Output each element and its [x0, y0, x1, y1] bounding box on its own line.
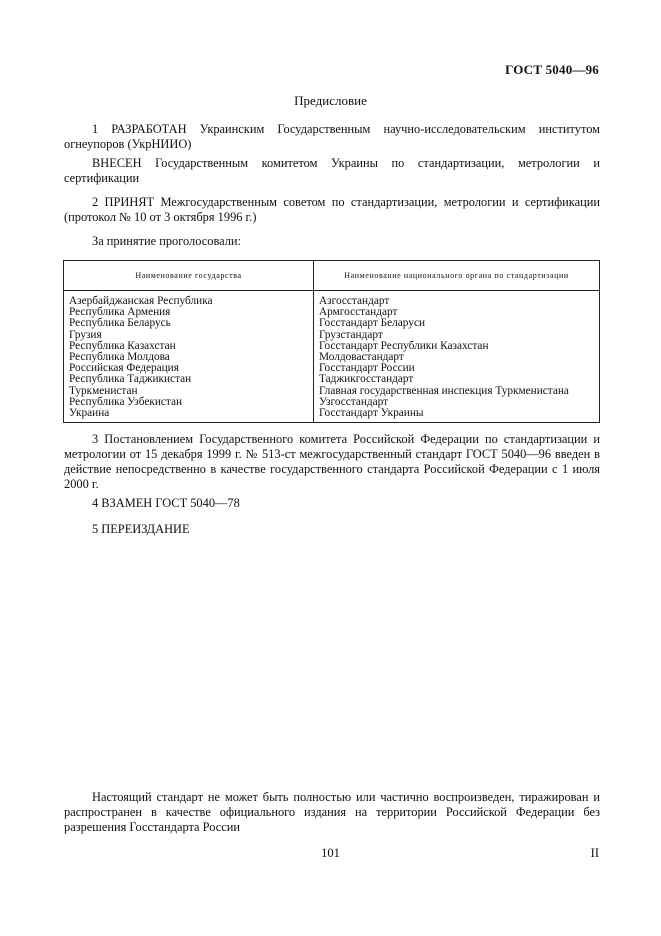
paragraph-developed: [64, 122, 600, 152]
table-header-body: Наименование национального органа по стандартизации: [314, 261, 600, 291]
table-cell-body: Азгосстандарт: [314, 291, 600, 308]
table-cell-state: Республика Армения: [64, 307, 314, 318]
table-cell-body: Армгосстандарт: [314, 307, 600, 318]
table-cell-state: Украина: [64, 408, 314, 423]
table-cell-body: Грузстандарт: [314, 330, 600, 341]
table-cell-state: Грузия: [64, 330, 314, 341]
paragraph-introduced-text: ВНЕСЕН Государственным комитетом Украины по стандартизации, метрологии и сертификации: [64, 156, 600, 185]
paragraph-voted-text: За принятие проголосовали:: [92, 234, 241, 248]
copyright-note-text: Настоящий стандарт не может быть полностью или частично воспроизведен, тиражирован и распространен в качестве официального издания на территории Российской Федерации без разрешения Госстандарта России: [64, 790, 600, 834]
table-row: [64, 408, 600, 423]
table-cell-body: Главная государственная инспекция Туркменистана: [314, 386, 600, 397]
paragraph-developed-text: 1 РАЗРАБОТАН Украинским Государственным научно-исследовательским институтом огнеупоров (УкрНИИО): [64, 122, 600, 151]
table-cell-state: Республика Беларусь: [64, 318, 314, 329]
table-row: [64, 291, 600, 308]
paragraph-voted: [64, 234, 600, 249]
table-header-state: Наименование государства: [64, 261, 314, 291]
paragraph-resolution-text: 3 Постановлением Государственного комитета Российской Федерации по стандартизации и метрологии от 15 декабря 1999 г. № 513-ст межгосударственный стандарт ГОСТ 5040—96 введен в действие непосредственно в качестве государственного стандарта Российской Федерации с 1 июля 2000 г.: [64, 432, 600, 491]
table-cell-body: Госстандарт Украины: [314, 408, 600, 423]
table-cell-state: Республика Молдова: [64, 352, 314, 363]
paragraph-adopted-text: 2 ПРИНЯТ Межгосударственным советом по стандартизации, метрологии и сертификации (протокол № 10 от 3 октября 1996 г.): [64, 195, 600, 224]
table-row: [64, 318, 600, 329]
table-cell-state: Туркменистан: [64, 386, 314, 397]
table-cell-state: Республика Казахстан: [64, 341, 314, 352]
paragraph-introduced: [64, 156, 600, 186]
paragraph-reissue: [64, 522, 600, 537]
table-header-row: [64, 261, 600, 291]
paragraph-resolution: [64, 432, 600, 492]
table-cell-body: Госстандарт Беларуси: [314, 318, 600, 329]
document-code: ГОСТ 5040—96: [505, 62, 599, 77]
copyright-note: [64, 790, 600, 835]
table-cell-body: Таджикгосстандарт: [314, 374, 600, 385]
paragraph-replaces: [64, 496, 600, 511]
table-cell-body: Узгосстандарт: [314, 397, 600, 408]
table-cell-state: Республика Таджикистан: [64, 374, 314, 385]
table-cell-body: Молдовастандарт: [314, 352, 600, 363]
table-row: [64, 374, 600, 385]
voting-states-table: [63, 260, 600, 423]
table-cell-state: Российская Федерация: [64, 363, 314, 374]
paragraph-replaces-text: 4 ВЗАМЕН ГОСТ 5040—78: [92, 496, 240, 510]
table-cell-state: Азербайджанская Республика: [64, 291, 314, 308]
roman-page-number: II: [590, 846, 599, 860]
page-number: 101: [321, 846, 340, 860]
table-cell-body: Госстандарт Республики Казахстан: [314, 341, 600, 352]
paragraph-reissue-text: 5 ПЕРЕИЗДАНИЕ: [92, 522, 190, 536]
table-cell-body: Госстандарт России: [314, 363, 600, 374]
page-title: Предисловие: [294, 93, 367, 108]
table-cell-state: Республика Узбекистан: [64, 397, 314, 408]
paragraph-adopted: [64, 195, 600, 225]
